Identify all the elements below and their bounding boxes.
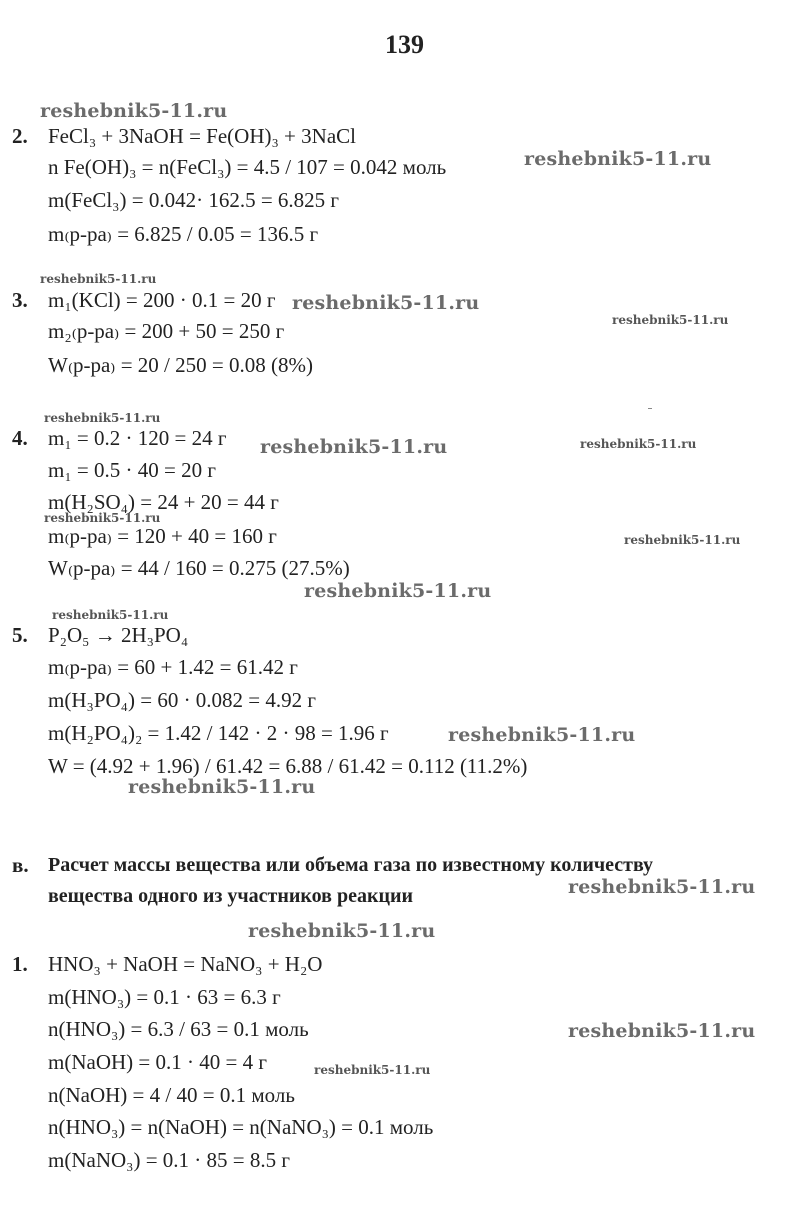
equation-line: m₁ = 0.2 · 120 = 24 г — [48, 426, 227, 450]
problem-number: 5. — [12, 623, 28, 647]
watermark: reshebnik5-11.ru — [314, 1063, 431, 1077]
equation-line: m₍р-ра₎ = 6.825 / 0.05 = 136.5 г — [48, 222, 319, 246]
watermark: reshebnik5-11.ru — [612, 313, 729, 327]
watermark: reshebnik5-11.ru — [292, 292, 480, 314]
watermark: reshebnik5-11.ru — [52, 608, 169, 622]
equation-line: W₍р-ра₎ = 20 / 250 = 0.08 (8%) — [48, 353, 313, 377]
watermark: reshebnik5-11.ru — [580, 437, 697, 451]
watermark: reshebnik5-11.ru — [524, 148, 712, 170]
equation-line: m₁(KCl) = 200 · 0.1 = 20 г — [48, 288, 276, 312]
equation-line: W = (4.92 + 1.96) / 61.42 = 6.88 / 61.42 = 0.112 (11.2%) — [48, 754, 528, 778]
problem-number: 4. — [12, 426, 28, 450]
section-title-line-2: вещества одного из участников реакции — [48, 885, 414, 907]
equation-line: m₍р-ра₎ = 120 + 40 = 160 г — [48, 524, 277, 548]
watermark: reshebnik5-11.ru — [624, 533, 741, 547]
watermark: reshebnik5-11.ru — [44, 411, 161, 425]
stray-mark — [648, 408, 652, 409]
watermark: reshebnik5-11.ru — [40, 272, 157, 286]
equation-line: m(H₃PO₄) = 60 · 0.082 = 4.92 г — [48, 688, 317, 712]
equation-line: P₂O₅ → 2H₃PO₄ — [48, 623, 189, 647]
watermark: reshebnik5-11.ru — [568, 1020, 756, 1042]
page-number: 139 — [385, 30, 424, 59]
equation-line: n(HNO₃) = n(NaOH) = n(NaNO₃) = 0.1 моль — [48, 1115, 434, 1139]
equation-line: FeCl₃ + 3NaOH = Fe(OH)₃ + 3NaCl — [48, 124, 356, 148]
equation-line: m(FeCl₃) = 0.042· 162.5 = 6.825 г — [48, 188, 340, 212]
watermark: reshebnik5-11.ru — [304, 580, 492, 602]
watermark: reshebnik5-11.ru — [568, 876, 756, 898]
watermark: reshebnik5-11.ru — [260, 436, 448, 458]
equation-line: m₁ = 0.5 · 40 = 20 г — [48, 458, 216, 482]
equation-line: m(HNO₃) = 0.1 · 63 = 6.3 г — [48, 985, 281, 1009]
equation-line: m₍р-ра₎ = 60 + 1.42 = 61.42 г — [48, 655, 298, 679]
equation-line: W₍р-ра₎ = 44 / 160 = 0.275 (27.5%) — [48, 556, 350, 580]
equation-line: m(NaOH) = 0.1 · 40 = 4 г — [48, 1050, 267, 1074]
equation-line: n(HNO₃) = 6.3 / 63 = 0.1 моль — [48, 1017, 309, 1041]
watermark: reshebnik5-11.ru — [40, 100, 228, 122]
section-label: в. — [12, 853, 29, 877]
equation-line: m₂₍р-ра₎ = 200 + 50 = 250 г — [48, 319, 285, 343]
equation-line: HNO₃ + NaOH = NaNO₃ + H₂O — [48, 952, 323, 976]
equation-line: m(NaNO₃) = 0.1 · 85 = 8.5 г — [48, 1148, 291, 1172]
watermark: reshebnik5-11.ru — [44, 511, 161, 525]
equation-line: n Fe(OH)₃ = n(FeCl₃) = 4.5 / 107 = 0.042 моль — [48, 155, 447, 179]
problem-number: 3. — [12, 288, 28, 312]
watermark: reshebnik5-11.ru — [448, 724, 636, 746]
equation-line: n(NaOH) = 4 / 40 = 0.1 моль — [48, 1083, 295, 1107]
problem-number: 1. — [12, 952, 28, 976]
watermark: reshebnik5-11.ru — [248, 920, 436, 942]
watermark: reshebnik5-11.ru — [128, 776, 316, 798]
problem-number: 2. — [12, 124, 28, 148]
equation-line: m(H₂PO₄)₂ = 1.42 / 142 · 2 · 98 = 1.96 г — [48, 721, 389, 745]
section-title-line-1: Расчет массы вещества или объема газа по известному количеству — [48, 854, 654, 876]
equation-line: m(H₂SO₄) = 24 + 20 = 44 г — [48, 490, 279, 514]
